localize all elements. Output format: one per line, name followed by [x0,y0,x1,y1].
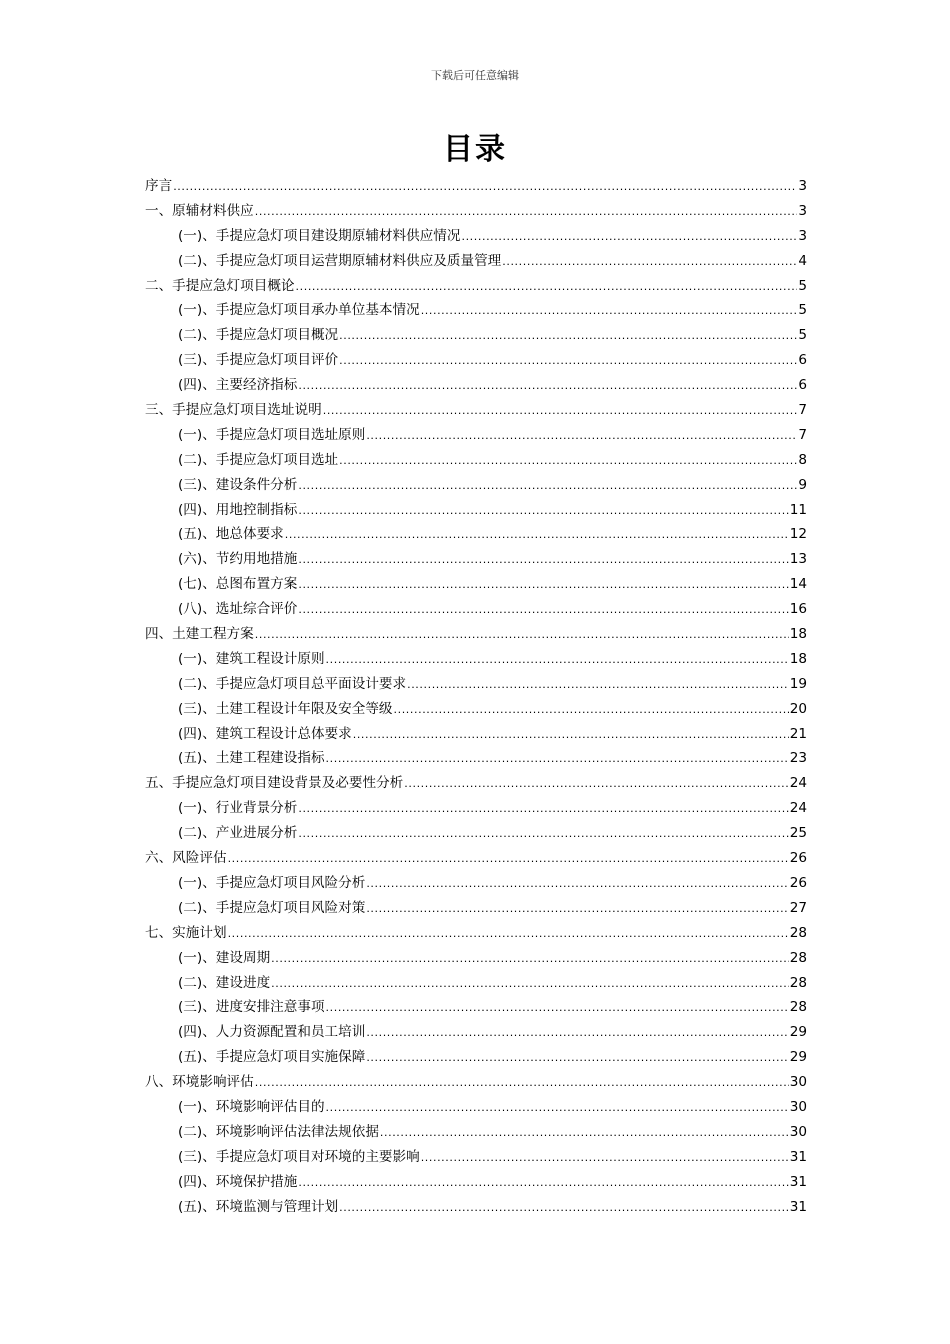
toc-dot-leader [461,225,797,250]
toc-entry[interactable] [145,896,807,921]
toc-entry-label: 七、实施计划 [145,924,227,941]
toc-dot-leader [502,250,797,275]
toc-entry-label: 四、土建工程方案 [145,626,254,643]
toc-entry-label: (三)、进度安排注意事项 [178,999,325,1016]
toc-entry-label: (三)、土建工程设计年限及安全等级 [178,700,393,717]
toc-dot-leader [298,499,788,524]
toc-entry[interactable] [145,846,807,871]
toc-entry-label: 一、原辅材料供应 [145,202,254,219]
toc-entry[interactable] [145,871,807,896]
toc-dot-leader [353,723,789,748]
toc-dot-leader [255,623,789,648]
toc-entry[interactable] [145,323,807,348]
toc-entry-label: (一)、行业背景分析 [178,800,298,817]
toc-entry[interactable] [145,821,807,846]
toc-dot-leader [339,1196,789,1221]
toc-entry-page: 16 [789,601,807,618]
toc-entry[interactable] [145,971,807,996]
toc-entry-label: (二)、环境影响评估法律法规依据 [178,1123,379,1140]
toc-dot-leader [394,698,789,723]
toc-entry[interactable] [145,448,807,473]
toc-entry-page: 24 [789,775,807,792]
toc-entry[interactable] [145,522,807,547]
toc-dot-leader [298,797,788,822]
toc-entry-page: 31 [789,1173,807,1190]
toc-dot-leader [228,922,789,947]
toc-dot-leader [326,996,789,1021]
toc-entry[interactable] [145,498,807,523]
toc-entry[interactable] [145,473,807,498]
toc-entry-page: 18 [789,650,807,667]
toc-entry[interactable] [145,597,807,622]
toc-dot-leader [339,349,797,374]
toc-dot-leader [298,374,797,399]
toc-entry[interactable] [145,622,807,647]
toc-dot-leader [173,175,797,200]
toc-entry[interactable] [145,572,807,597]
toc-entry-label: (二)、手提应急灯项目总平面设计要求 [178,675,407,692]
toc-dot-leader [271,972,789,997]
toc-entry[interactable] [145,771,807,796]
toc-entry-label: (二)、手提应急灯项目运营期原辅材料供应及质量管理 [178,252,502,269]
toc-entry-page: 7 [798,402,807,419]
toc-entry-page: 8 [798,451,807,468]
toc-entry-page: 24 [789,800,807,817]
toc-entry[interactable] [145,746,807,771]
toc-entry-page: 31 [789,1148,807,1165]
toc-dot-leader [366,1021,788,1046]
toc-entry[interactable] [145,1095,807,1120]
toc-entry[interactable] [145,224,807,249]
toc-entry-page: 30 [789,1123,807,1140]
toc-entry[interactable] [145,373,807,398]
toc-entry-page: 3 [798,227,807,244]
toc-entry-label: (一)、手提应急灯项目建设期原辅材料供应情况 [178,227,461,244]
toc-dot-leader [298,598,788,623]
toc-entry-page: 28 [789,924,807,941]
toc-dot-leader [228,847,789,872]
toc-dot-leader [404,772,788,797]
toc-entry-label: (六)、节约用地措施 [178,551,298,568]
toc-entry-label: (一)、环境影响评估目的 [178,1098,325,1115]
toc-entry-page: 3 [798,202,807,219]
toc-entry-page: 30 [789,1098,807,1115]
toc-dot-leader [296,275,798,300]
toc-entry[interactable] [145,1020,807,1045]
toc-dot-leader [366,897,788,922]
toc-entry-page: 11 [789,501,807,518]
toc-entry-label: (一)、手提应急灯项目选址原则 [178,426,366,443]
toc-dot-leader [421,299,798,324]
header-note: 下载后可任意编辑 [431,69,519,82]
toc-entry-label: (三)、建设条件分析 [178,476,298,493]
toc-entry-label: (八)、选址综合评价 [178,601,298,618]
toc-entry-label: (四)、主要经济指标 [178,377,298,394]
toc-entry-page: 28 [789,999,807,1016]
toc-entry-label: (五)、手提应急灯项目实施保障 [178,1049,366,1066]
toc-entry-page: 13 [789,551,807,568]
toc-entry-page: 26 [789,874,807,891]
toc-entry-label: 二、手提应急灯项目概论 [145,277,295,294]
toc-entry-label: 六、风险评估 [145,850,227,867]
toc-entry[interactable] [145,423,807,448]
toc-dot-leader [326,1096,789,1121]
toc-entry-page: 25 [789,825,807,842]
toc-entry-page: 6 [798,377,807,394]
toc-dot-leader [326,747,789,772]
toc-entry[interactable] [145,1120,807,1145]
toc-dot-leader [326,648,789,673]
toc-entry-label: (二)、手提应急灯项目概况 [178,327,339,344]
toc-entry-page: 18 [789,626,807,643]
toc-entry-page: 28 [789,949,807,966]
toc-entry-page: 30 [789,1074,807,1091]
toc-entry-page: 5 [798,302,807,319]
toc-entry[interactable] [145,995,807,1020]
toc-entry[interactable] [145,1170,807,1195]
toc-entry[interactable] [145,174,807,199]
toc-dot-leader [271,947,789,972]
toc-entry-label: (四)、用地控制指标 [178,501,298,518]
toc-entry-label: 序言 [145,178,173,194]
toc-entry-label: (二)、手提应急灯项目风险对策 [178,899,366,916]
toc-entry-label: 八、环境影响评估 [145,1074,254,1091]
toc-entry-label: (四)、人力资源配置和员工培训 [178,1024,366,1041]
toc-entry-page: 4 [798,252,807,269]
toc-entry-label: (一)、手提应急灯项目风险分析 [178,874,366,891]
toc-entry-page: 29 [789,1024,807,1041]
toc-entry-label: (一)、手提应急灯项目承办单位基本情况 [178,302,420,319]
toc-dot-leader [298,1171,788,1196]
toc-entry[interactable] [145,1195,807,1220]
toc-entry-label: (三)、手提应急灯项目评价 [178,352,339,369]
toc-entry[interactable] [145,547,807,572]
toc-entry[interactable] [145,1145,807,1170]
toc-entry-label: (七)、总图布置方案 [178,576,298,593]
toc-entry[interactable] [145,647,807,672]
toc-entry-page: 20 [789,700,807,717]
toc-dot-leader [298,548,788,573]
toc-entry[interactable] [145,722,807,747]
toc-entry-page: 6 [798,352,807,369]
toc-dot-leader [255,1071,789,1096]
toc-entry-page: 23 [789,750,807,767]
toc-entry-label: (二)、产业进展分析 [178,825,298,842]
toc-dot-leader [366,424,797,449]
toc-dot-leader [339,324,797,349]
table-of-contents [145,174,807,1219]
toc-dot-leader [421,1146,789,1171]
toc-entry-label: (一)、建筑工程设计原则 [178,650,325,667]
toc-entry-label: (二)、手提应急灯项目选址 [178,451,339,468]
toc-entry-page: 31 [789,1198,807,1215]
toc-entry-page: 3 [798,178,807,194]
toc-entry-page: 19 [789,675,807,692]
toc-entry-page: 21 [789,725,807,742]
toc-entry-page: 14 [789,576,807,593]
page-title: 目录 [443,132,507,167]
toc-dot-leader [366,1046,788,1071]
toc-dot-leader [298,822,788,847]
toc-entry-page: 5 [798,327,807,344]
toc-entry[interactable] [145,1070,807,1095]
toc-entry-label: (一)、建设周期 [178,949,271,966]
toc-entry[interactable] [145,348,807,373]
toc-entry[interactable] [145,1045,807,1070]
toc-entry-page: 7 [798,426,807,443]
toc-entry-label: (五)、地总体要求 [178,526,284,543]
toc-entry-label: (二)、建设进度 [178,974,271,991]
toc-entry-page: 12 [789,526,807,543]
toc-entry-label: (四)、建筑工程设计总体要求 [178,725,352,742]
toc-dot-leader [255,200,798,225]
toc-dot-leader [298,573,788,598]
toc-entry-label: (三)、手提应急灯项目对环境的主要影响 [178,1148,420,1165]
toc-dot-leader [298,474,797,499]
toc-entry-page: 29 [789,1049,807,1066]
toc-dot-leader [339,449,797,474]
toc-entry[interactable] [145,249,807,274]
toc-entry[interactable] [145,298,807,323]
toc-entry[interactable] [145,796,807,821]
toc-entry-page: 27 [789,899,807,916]
toc-dot-leader [407,673,789,698]
toc-entry-label: (四)、环境保护措施 [178,1173,298,1190]
toc-entry-label: (五)、环境监测与管理计划 [178,1198,339,1215]
toc-dot-leader [285,523,789,548]
toc-entry[interactable] [145,199,807,224]
toc-entry[interactable] [145,921,807,946]
toc-entry-page: 26 [789,850,807,867]
toc-entry-page: 5 [798,277,807,294]
toc-entry[interactable] [145,274,807,299]
toc-entry[interactable] [145,946,807,971]
toc-entry-label: 五、手提应急灯项目建设背景及必要性分析 [145,775,404,792]
toc-dot-leader [380,1121,789,1146]
toc-entry[interactable] [145,672,807,697]
toc-dot-leader [323,399,798,424]
toc-dot-leader [366,872,788,897]
toc-entry-label: 三、手提应急灯项目选址说明 [145,402,322,419]
toc-entry-label: (五)、土建工程建设指标 [178,750,325,767]
toc-entry-page: 28 [789,974,807,991]
toc-entry[interactable] [145,398,807,423]
toc-entry-page: 9 [798,476,807,493]
toc-entry[interactable] [145,697,807,722]
